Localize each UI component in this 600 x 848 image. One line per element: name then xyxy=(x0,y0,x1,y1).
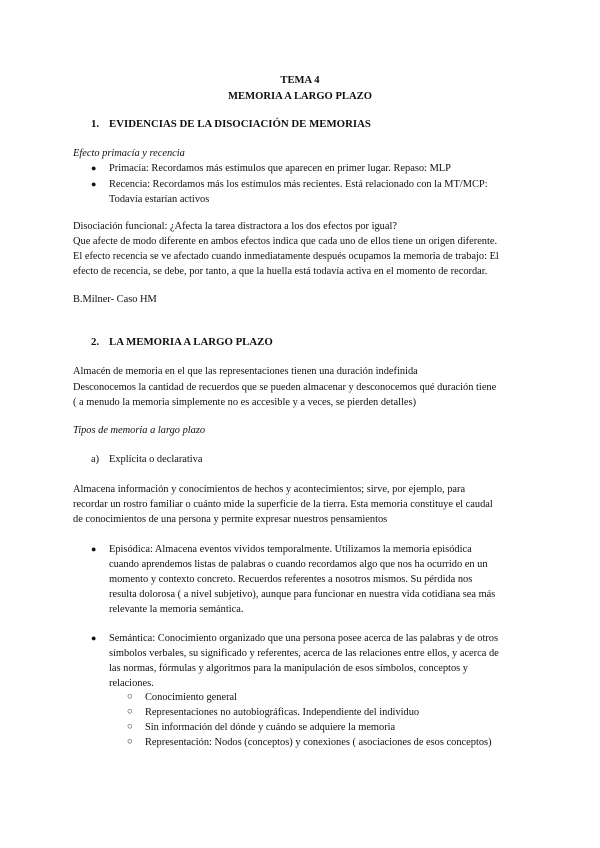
episodic-line: cuando aprendemos listas de palabras o cuando recordamos algo que nos ha ocurrido en un xyxy=(109,559,488,570)
page-title-line1: TEMA 4 xyxy=(280,75,320,86)
explicit-line: Almacena información y conocimientos de hechos y acontecimientos; sirve, por ejemplo, para xyxy=(73,484,466,495)
intro-line: Almacén de memoria en el que las representaciones tienen una duración indefinida xyxy=(73,366,418,377)
page-title-line2: MEMORIA A LARGO PLAZO xyxy=(228,91,372,102)
episodic-line: Episódica: Almacena eventos vividos temporalmente. Utilizamos la memoria episódica xyxy=(109,544,472,555)
bullet-icon: ● xyxy=(91,163,97,173)
paragraph-line: El efecto recencia se ve afectado cuando inmediatamente después ocupamos la memoria de trabajo: El xyxy=(73,251,499,262)
section2-number: 2. xyxy=(91,336,100,348)
episodic-line: resulta dolorosa ( a nivel subjetivo), aunque para funcionar en nuestra vida cotidiana sea más xyxy=(109,589,496,600)
episodic-line: momento y contexto concreto. Recuerdos referentes a nosotros mismos. Su pérdida nos xyxy=(109,574,473,585)
circle-bullet-icon: ○ xyxy=(127,737,133,747)
section1-subtitle: Efecto primacía y recencia xyxy=(73,148,185,159)
semantic-sub-item: Representación: Nodos (conceptos) y conexiones ( asociaciones de esos conceptos) xyxy=(145,737,492,748)
bullet-primacia: Primacía: Recordamos más estímulos que aparecen en primer lugar. Repaso: MLP xyxy=(109,163,451,174)
semantic-line: Semántica: Conocimiento organizado que una persona posee acerca de las palabras y de otros xyxy=(109,633,499,644)
paragraph-line: efecto de recencia, se debe, por tanto, a que la huella está todavía activa en el momento de recordar. xyxy=(73,266,488,277)
semantic-sub-item: Representaciones no autobiográficas. Independiente del individuo xyxy=(145,707,420,718)
circle-bullet-icon: ○ xyxy=(127,692,133,702)
circle-bullet-icon: ○ xyxy=(127,707,133,717)
bullet-icon: ● xyxy=(91,179,97,189)
intro-line: ( a menudo la memoria simplemente no es accesible y a veces, se pierden detalles) xyxy=(73,397,417,408)
paragraph-line: Disociación funcional: ¿Afecta la tarea distractora a los dos efectos por igual? xyxy=(73,221,397,232)
semantic-sub-item: Conocimiento general xyxy=(145,692,238,703)
semantic-line: relaciones. xyxy=(109,678,154,689)
bullet-icon: ● xyxy=(91,633,97,643)
case-reference: B.Milner- Caso HM xyxy=(73,294,157,305)
intro-line: Desconocemos la cantidad de recuerdos que se pueden almacenar y desconocemos qué duración tiene xyxy=(73,382,497,393)
bullet-recencia: Recencia: Recordamos más los estímulos más recientes. Está relacionado con la MT/MCP: xyxy=(109,179,488,190)
semantic-sub-item: Sin información del dónde y cuándo se adquiere la memoria xyxy=(145,722,396,733)
semantic-line: las normas, fórmulas y algoritmos para la manipulación de esos símbolos, conceptos y xyxy=(109,663,468,674)
episodic-line: relevante la memoria semántica. xyxy=(109,604,244,615)
explicit-line: recordar un rostro familiar o cuánto mide la superficie de la tierra. Esta memoria constituye el caudal xyxy=(73,499,493,510)
section1-number: 1. xyxy=(91,118,100,130)
types-subtitle: Tipos de memoria a largo plazo xyxy=(73,425,206,436)
explicit-line: de conocimientos de una persona y permite expresar nuestros pensamientos xyxy=(73,514,388,525)
type-explicit: Explícita o declarativa xyxy=(109,454,203,465)
paragraph-line: Que afecte de modo diferente en ambos efectos indica que cada uno de ellos tiene un origen diferente. xyxy=(73,236,498,247)
circle-bullet-icon: ○ xyxy=(127,722,133,732)
semantic-line: símbolos verbales, su significado y referentes, acerca de las relaciones entre ellos, y acerca de xyxy=(109,648,499,659)
list-marker-a: a) xyxy=(91,454,100,465)
bullet-recencia-cont: Todavía estarían activos xyxy=(109,194,210,205)
section1-heading: EVIDENCIAS DE LA DISOCIACIÓN DE MEMORIAS xyxy=(109,118,371,130)
section2-heading: LA MEMORIA A LARGO PLAZO xyxy=(109,336,273,348)
bullet-icon: ● xyxy=(91,544,97,554)
